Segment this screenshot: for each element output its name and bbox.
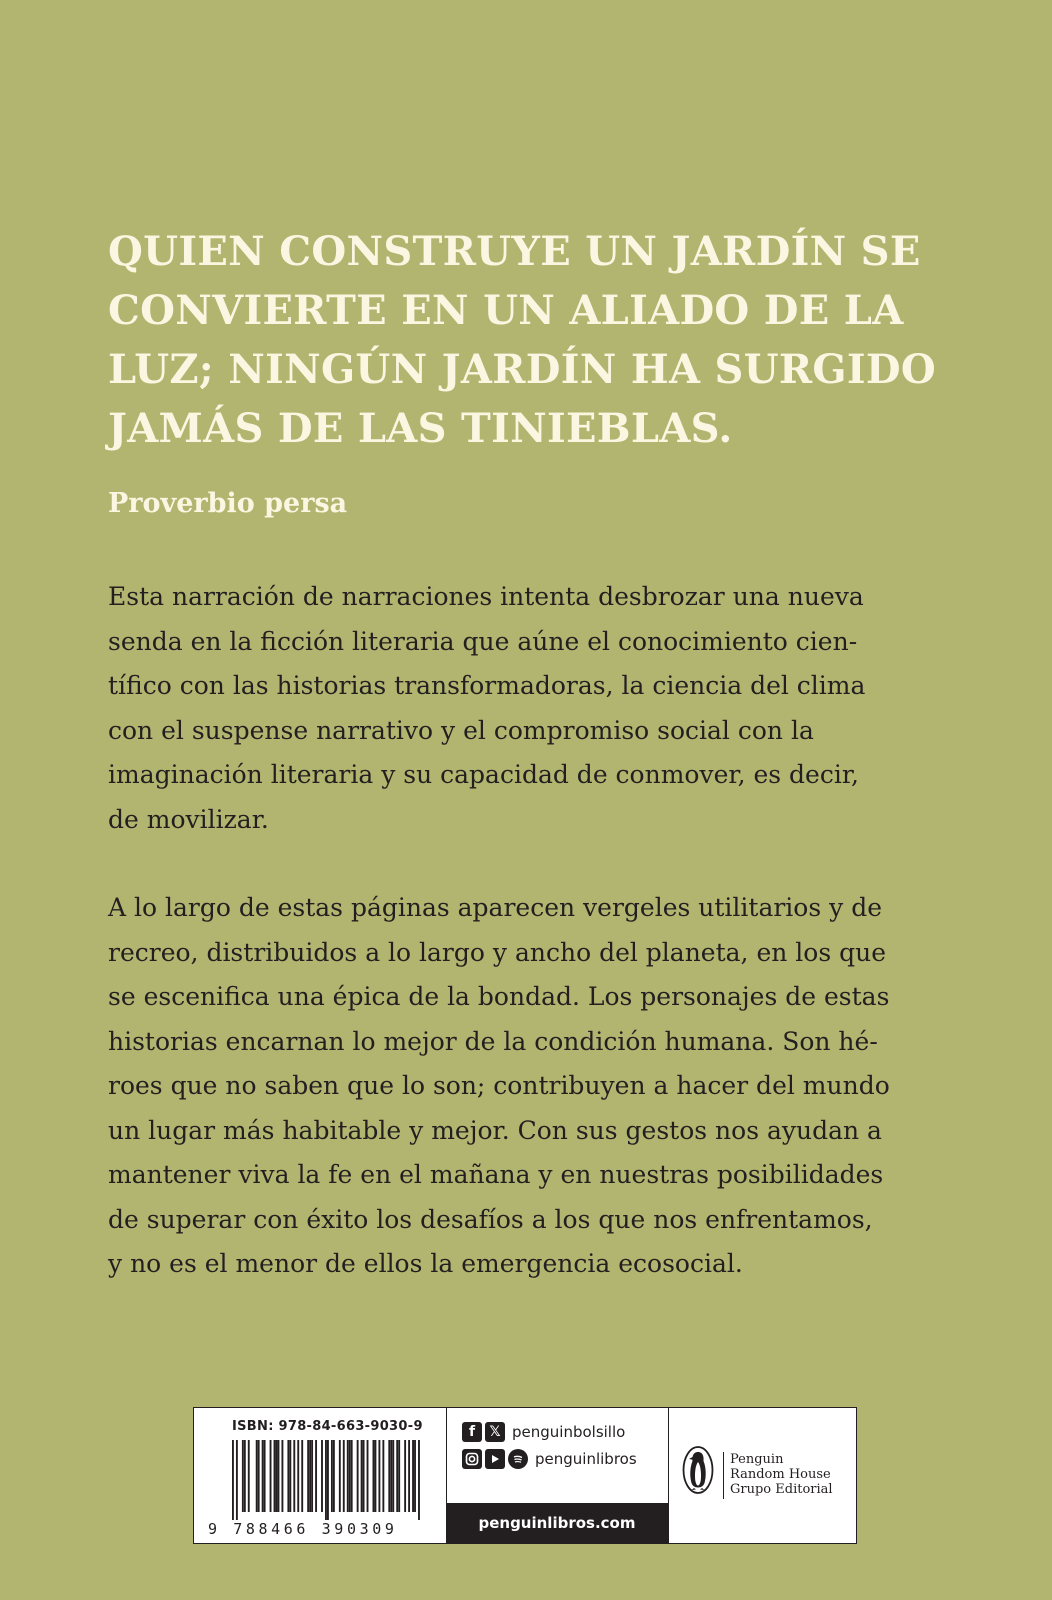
- barcode-bar: [278, 1440, 280, 1512]
- barcode-bar: [363, 1440, 365, 1512]
- barcode-bar: [398, 1440, 400, 1512]
- barcode-bar: [242, 1440, 244, 1512]
- blurb-line: A lo largo de estas páginas aparecen vergeles utilitarios y de: [108, 893, 882, 922]
- publisher-panel: [668, 1408, 856, 1543]
- barcode-bar: [276, 1440, 278, 1512]
- quote-attribution: Proverbio persa: [108, 488, 348, 519]
- barcode-bar: [408, 1440, 410, 1512]
- barcode-bar: [339, 1440, 341, 1512]
- blurb-paragraph-2: [108, 886, 1008, 1287]
- barcode-bar: [382, 1440, 384, 1512]
- blurb-paragraph-1: [108, 575, 1008, 842]
- barcode-bar: [331, 1440, 333, 1512]
- barcode-bar: [343, 1440, 345, 1512]
- barcode-bar: [347, 1440, 349, 1512]
- barcode-bar: [367, 1440, 369, 1512]
- blurb-line: roes que no saben que lo son; contribuyen a hacer del mundo: [108, 1071, 890, 1100]
- isbn-label: ISBN: 978-84-663-9030-9: [232, 1419, 423, 1434]
- barcode-bar: [232, 1440, 234, 1520]
- quote-line: LUZ; NINGÚN JARDÍN HA SURGIDO: [108, 346, 937, 393]
- barcode-bar: [258, 1440, 260, 1512]
- barcode-icon: [232, 1440, 422, 1520]
- barcode-bar: [388, 1440, 390, 1512]
- website-link[interactable]: penguinlibros.com: [446, 1503, 668, 1543]
- barcode-bar: [311, 1440, 313, 1512]
- social-handle[interactable]: penguinlibros: [535, 1450, 637, 1468]
- blurb-line: Esta narración de narraciones intenta desbrozar una nueva: [108, 582, 864, 611]
- barcode-bar: [309, 1440, 311, 1512]
- barcode-digits: 9 788466 390309: [208, 1520, 398, 1538]
- cover-quote: [108, 222, 1008, 458]
- barcode-bar: [373, 1440, 375, 1512]
- blurb-line: tífico con las historias transformadoras, la ciencia del clima: [108, 671, 866, 700]
- barcode-bar: [404, 1440, 406, 1512]
- barcode-bar: [414, 1440, 416, 1512]
- publisher-name-line: Penguin: [730, 1452, 784, 1467]
- barcode-bar: [325, 1440, 327, 1520]
- blurb-line: recreo, distribuidos a lo largo y ancho del planeta, en los que: [108, 937, 887, 967]
- barcode-bar: [264, 1440, 266, 1512]
- publisher-name-line: Random House: [730, 1467, 831, 1482]
- barcode-bar: [418, 1440, 420, 1520]
- blurb-line: se escenifica una épica de la bondad. Los personajes de estas: [108, 982, 890, 1011]
- social-handle[interactable]: penguinbolsillo: [512, 1423, 626, 1441]
- publisher-name-line: Grupo Editorial: [730, 1482, 833, 1497]
- quote-line: CONVIERTE EN UN ALIADO DE LA: [108, 287, 904, 334]
- blurb-line: de movilizar.: [108, 804, 269, 834]
- barcode-bar: [236, 1440, 238, 1520]
- barcode-bar: [390, 1440, 392, 1512]
- barcode-bar: [315, 1440, 317, 1512]
- spotify-icon[interactable]: [508, 1449, 528, 1469]
- blurb-line: imaginación literaria y su capacidad de conmover, es decir,: [108, 760, 860, 789]
- social-panel: [446, 1408, 669, 1543]
- barcode-bar: [361, 1440, 363, 1512]
- barcode-bar: [412, 1440, 414, 1512]
- barcode-bar: [270, 1440, 272, 1512]
- barcode-bar: [357, 1440, 359, 1512]
- social-row-libros: [462, 1449, 637, 1469]
- blurb-line: senda en la ficción literaria que aúne el conocimiento cien-: [108, 626, 858, 656]
- barcode-bar: [333, 1440, 335, 1512]
- youtube-icon[interactable]: [485, 1449, 505, 1469]
- barcode-bar: [396, 1440, 398, 1512]
- barcode-bar: [287, 1440, 289, 1512]
- barcode-bar: [351, 1440, 353, 1512]
- barcode-bar: [378, 1440, 380, 1512]
- barcode-bar: [274, 1440, 276, 1512]
- barcode-bar: [293, 1440, 295, 1512]
- x-icon[interactable]: 𝕏: [485, 1422, 505, 1442]
- publisher-name: [730, 1452, 833, 1497]
- social-row-bolsillo: [462, 1422, 625, 1442]
- barcode-bar: [375, 1440, 377, 1512]
- blurb-line: un lugar más habitable y mejor. Con sus gestos nos ayudan a: [108, 1115, 882, 1145]
- barcode-bar: [297, 1440, 299, 1512]
- blurb-line: con el suspense narrativo y el compromiso social con la: [108, 715, 814, 745]
- quote-line: JAMÁS DE LAS TINIEBLAS.: [108, 405, 733, 452]
- quote-line: QUIEN CONSTRUYE UN JARDÍN SE: [108, 228, 921, 275]
- barcode-bar: [256, 1440, 258, 1512]
- barcode-bar: [349, 1440, 351, 1512]
- barcode-bar: [301, 1440, 303, 1512]
- publisher-divider: [723, 1452, 724, 1499]
- barcode-bar: [244, 1440, 246, 1512]
- barcode-bar: [262, 1440, 264, 1512]
- blurb-line: y no es el menor de ellos la emergencia ecosocial.: [108, 1249, 743, 1278]
- barcode-bar: [281, 1440, 283, 1512]
- blurb-line: historias encarnan lo mejor de la condición humana. Son hé-: [108, 1026, 878, 1056]
- barcode-bar: [307, 1440, 309, 1512]
- blurb-line: mantener viva la fe en el mañana y en nuestras posibilidades: [108, 1160, 884, 1189]
- barcode-bar: [321, 1440, 323, 1512]
- publisher-info-box: [193, 1407, 857, 1544]
- barcode-panel: [194, 1408, 447, 1543]
- barcode-bar: [248, 1440, 250, 1512]
- facebook-icon[interactable]: f: [462, 1422, 482, 1442]
- barcode-bar: [392, 1440, 394, 1512]
- instagram-icon[interactable]: [462, 1449, 482, 1469]
- blurb-line: de superar con éxito los desafíos a los que nos enfrentamos,: [108, 1204, 873, 1234]
- penguin-logo-icon: [682, 1445, 714, 1495]
- barcode-bar: [289, 1440, 291, 1512]
- barcode-bar: [327, 1440, 329, 1520]
